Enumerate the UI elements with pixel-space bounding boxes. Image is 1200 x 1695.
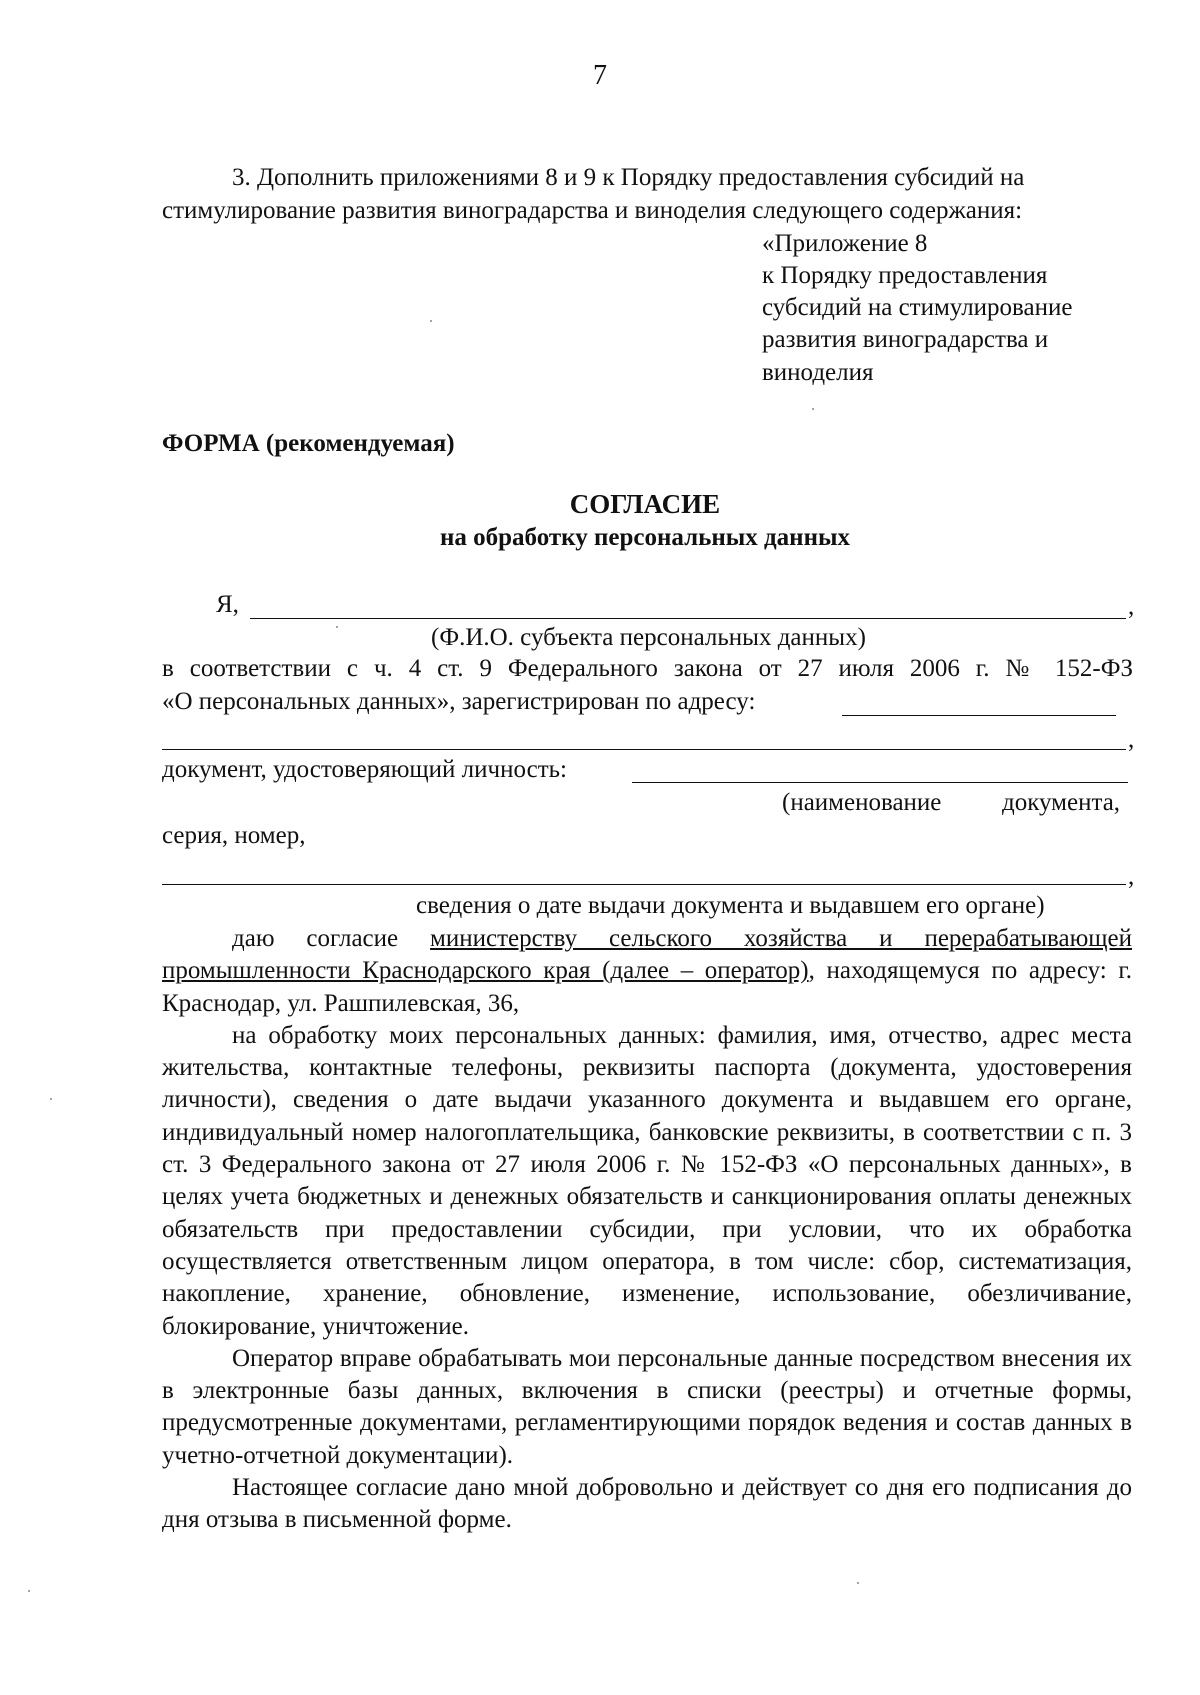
series-number-label: серия, номер, xyxy=(162,822,306,849)
issue-caption: сведения о дате выдачи документа и выдавшем его органе) xyxy=(416,892,1045,919)
item3-line2: стимулирование развития виноградарства и виноделия следующего содержания: xyxy=(162,197,1023,224)
scan-speck xyxy=(50,1098,52,1100)
law-line: в соответствии с ч. 4 ст. 9 Федерального закона от 27 июля 2006 г. № 152-ФЗ xyxy=(162,655,1133,682)
paragraph: Оператор вправе обрабатывать мои персональные данные посредством внесения их в электронные базы данных, включения в списки (реестры) и отчетные формы, предусмотренные документами, регламентирующими порядок ведения и состав данных в учетно-отчетной документации). xyxy=(162,1344,1132,1469)
scan-speck xyxy=(812,408,814,410)
doc-caption-part2: документа, xyxy=(1002,789,1121,816)
address-label: «О персональных данных», зарегистрирован по адресу: xyxy=(162,688,756,715)
series-number-field-line[interactable] xyxy=(162,884,1126,885)
document-title: СОГЛАСИЕ xyxy=(569,489,721,519)
comma: , xyxy=(1128,593,1135,620)
appendix-line: к Порядку предоставления xyxy=(762,262,1048,289)
scan-speck xyxy=(857,1582,859,1584)
item3-line1: 3. Дополнить приложениями 8 и 9 к Порядку предоставления субсидий на xyxy=(232,164,1025,191)
address-field-line-2[interactable] xyxy=(162,749,1126,750)
fio-field-line[interactable] xyxy=(250,618,1126,619)
fio-caption: (Ф.И.О. субъекта персональных данных) xyxy=(431,624,866,651)
consent-paragraph xyxy=(162,923,1132,1020)
ya-label: Я, xyxy=(216,591,239,618)
appendix-line: «Приложение 8 xyxy=(762,230,928,257)
paragraph: Настоящее согласие дано мной добровольно и действует со дня его подписания до дня отзыва в письменной форме. xyxy=(162,1474,1132,1534)
operator-name: министерству сельского хозяйства и перерабатывающей промышленности Краснодарского края (далее – оператор) xyxy=(162,925,1132,985)
appendix-line: развития виноградарства и xyxy=(762,326,1049,353)
consent-address: , находящемуся по адресу: г. Краснодар, ул. Рашпилевская, 36, xyxy=(162,957,1133,1017)
comma: , xyxy=(1128,726,1135,753)
id-document-label: документ, удостоверяющий личность: xyxy=(162,756,567,783)
scan-speck xyxy=(28,1590,30,1592)
comma: , xyxy=(1128,863,1135,890)
scan-speck xyxy=(336,626,338,628)
address-field-line[interactable] xyxy=(842,715,1116,716)
paragraph: на обработку моих персональных данных: фамилия, имя, отчество, адрес места жительства, контактные телефоны, реквизиты паспорта (документа, удостоверения личности), сведения о дате выдачи указанного документа и выдавшем его органе, индивидуальный номер налогоплательщика, банковские реквизиты, в соответствии с п. 3 ст. 3 Федерального закона от 27 июля 2006 г. № 152-ФЗ «О персональных данных», в целях учета бюджетных и денежных обязательств и санкционирования оплаты денежных обязательств при предоставлении субсидии, при условии, что их обработка осуществляется ответственным лицом оператора, в том числе: сбор, систематизация, накопление, хранение, обновление, изменение, использование, обезличивание, блокирование, уничтожение. xyxy=(162,1021,1132,1340)
consent-body xyxy=(162,923,1132,1537)
page-number: 7 xyxy=(593,60,607,91)
doc-caption-part1: (наименование xyxy=(782,789,942,816)
consent-lead: даю согласие xyxy=(232,925,431,952)
form-label: ФОРМА (рекомендуемая) xyxy=(162,430,455,457)
id-document-field-line[interactable] xyxy=(632,782,1128,783)
appendix-line: субсидий на стимулирование xyxy=(762,294,1073,321)
document-subtitle: на обработку персональных данных xyxy=(440,524,850,551)
scan-speck xyxy=(430,320,432,322)
appendix-line: виноделия xyxy=(762,359,874,386)
